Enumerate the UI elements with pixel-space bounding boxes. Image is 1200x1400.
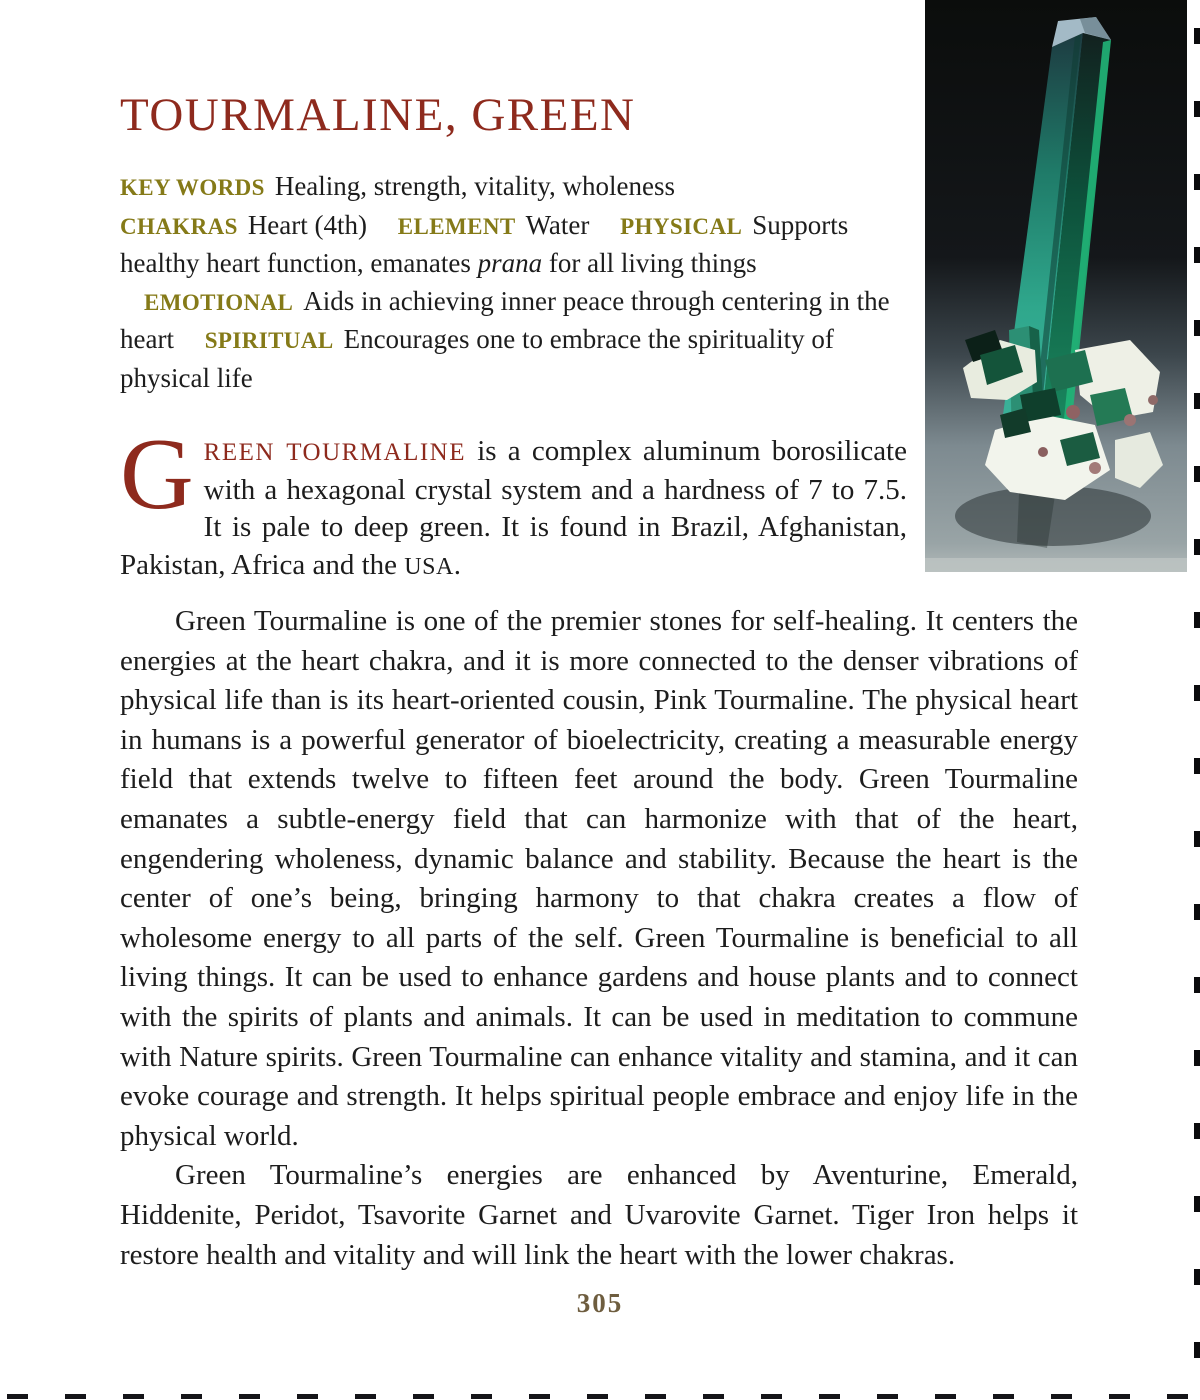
drop-cap: G bbox=[120, 418, 194, 531]
intro-text-end: . bbox=[453, 548, 462, 581]
lead-small-caps: REEN TOURMALINE bbox=[203, 439, 467, 466]
intro-paragraph bbox=[120, 418, 907, 586]
page-title: TOURMALINE, GREEN bbox=[120, 89, 636, 141]
physical-value-pre: Supports healthy heart function, emanates bbox=[120, 209, 849, 278]
green-tourmaline-specimen-photo bbox=[925, 0, 1187, 572]
page-edge-index-marks-right bbox=[1194, 28, 1200, 1396]
properties-block bbox=[120, 168, 907, 397]
chakras-label: CHAKRAS bbox=[120, 213, 238, 239]
left-text-column bbox=[120, 0, 907, 586]
usa-small-caps: USA bbox=[404, 553, 454, 580]
spiritual-label: SPIRITUAL bbox=[204, 328, 334, 353]
emotional-value: Aids in achieving inner peace through centering in the heart bbox=[120, 285, 890, 354]
element-value: Water bbox=[525, 209, 590, 240]
attributes-flow bbox=[120, 207, 907, 398]
page-number: 305 bbox=[576, 1288, 624, 1318]
intro-text: is a complex aluminum borosilicate with a hexagonal crystal system and a hardness of 7 to 7.5. It is pale to deep green. It is found in Brazil, Afghanistan, Pakistan, Africa and the bbox=[120, 435, 907, 581]
body-paragraph-2: Green Tourmaline’s energies are enhanced by Aventurine, Emerald, Hiddenite, Peridot, Tsavorite Garnet and Uvarovite Garnet. Tiger Iron helps it restore health and vitality and will link the heart with the lower chakras. bbox=[120, 1159, 1078, 1271]
page-edge-index-marks-bottom bbox=[7, 1394, 1197, 1399]
physical-value-italic: prana bbox=[477, 248, 543, 278]
key-words-label: KEY WORDS bbox=[120, 175, 265, 200]
element-label: ELEMENT bbox=[397, 213, 516, 239]
body-paragraph-1: Green Tourmaline is one of the premier stones for self-healing. It centers the energies at the heart chakra, and it is more connected to the denser vibrations of physical life than is its heart-oriented cousin, Pink Tourmaline. The physical heart in humans is a powerful generator of bioelectricity, creating a measurable energy field that extends twelve to fifteen feet around the body. Green Tourmaline emanates a subtle-energy field that can harmonize with that of the heart, engendering wholeness, dynamic balance and stability. Because the heart is the center of one’s being, bringing harmony to that chakra creates a flow of wholesome energy to all parts of the self. Green Tourmaline is beneficial to all living things. It can be used to enhance gardens and house plants and to connect with the spirits of plants and animals. It can be used in meditation to commune with Nature spirits. Green Tourmaline can enhance vitality and stamina, and it can evoke courage and strength. It helps spiritual people embrace and enjoy life in the physical world. bbox=[120, 605, 1078, 1152]
key-words-value: Healing, strength, vitality, wholeness bbox=[274, 171, 676, 201]
key-words-line bbox=[120, 168, 907, 207]
physical-value-post: for all living things bbox=[542, 248, 757, 278]
body-text bbox=[120, 602, 1078, 1275]
spiritual-value: Encourages one to embrace the spirituality of physical life bbox=[120, 324, 834, 393]
emotional-label: EMOTIONAL bbox=[144, 289, 294, 315]
physical-label: PHYSICAL bbox=[620, 213, 743, 239]
chakras-value: Heart (4th) bbox=[247, 209, 368, 240]
tourmaline-photo-illustration bbox=[925, 0, 1187, 572]
